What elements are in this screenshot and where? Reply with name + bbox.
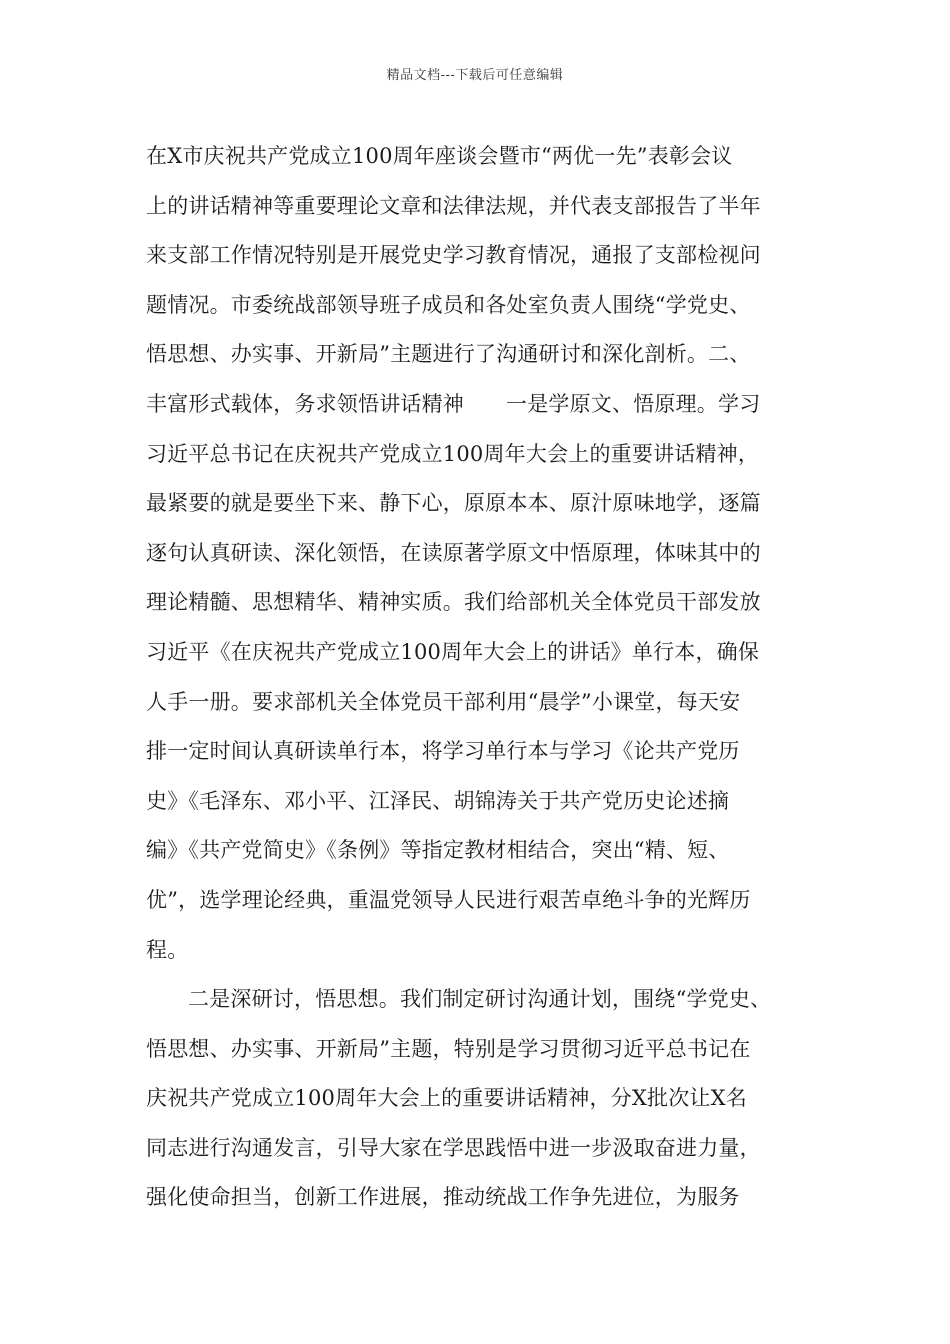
- text-line: 在X市庆祝共产党成立100周年座谈会暨市“两优一先”表彰会议: [146, 144, 733, 168]
- section-heading-line: [146, 380, 818, 430]
- text-line: 理论精髓、思想精华、精神实质。我们给部机关全体党员干部发放: [146, 590, 761, 615]
- text-line: 编》《共产党简史》《条例》等指定教材相结合，突出“精、短、: [146, 838, 730, 863]
- text-line: 习近平总书记在庆祝共产党成立100周年大会上的重要讲话精神，: [146, 441, 760, 466]
- text-line: 程。: [146, 937, 189, 962]
- text-line: 排一定时间认真研读单行本，将学习单行本与学习《论共产党历: [146, 739, 740, 764]
- text-line: 习近平《在庆祝共产党成立100周年大会上的讲话》单行本，确保: [146, 639, 760, 664]
- text-line: 最紧要的就是要坐下来、静下心，原原本本、原汁原味地学，逐篇: [146, 491, 761, 516]
- text-line: 题情况。市委统战部领导班子成员和各处室负责人围绕“学党史、: [146, 292, 751, 317]
- paragraph-first-line: 二是深研讨，悟思想。我们制定研讨沟通计划，围绕“学党史、: [188, 987, 772, 1012]
- section-heading: 丰富形式载体，务求领悟讲话精神: [146, 391, 464, 416]
- section-continuation: 一是学原文、悟原理。学习: [506, 391, 761, 416]
- text-line: 悟思想、办实事、开新局”主题，特别是学习贯彻习近平总书记在: [146, 1036, 751, 1061]
- text-line: 来支部工作情况特别是开展党史学习教育情况，通报了支部检视问: [146, 243, 761, 268]
- text-line: 优”，选学理论经典，重温党领导人民进行艰苦卓绝斗争的光辉历: [146, 887, 751, 912]
- text-line: 上的讲话精神等重要理论文章和法律法规，并代表支部报告了半年: [146, 193, 761, 218]
- text-line: 庆祝共产党成立100周年大会上的重要讲话精神，分X批次让X名: [146, 1086, 747, 1111]
- text-line: 人手一册。要求部机关全体党员干部利用“晨学”小课堂，每天安: [146, 689, 741, 714]
- text-line: 悟思想、办实事、开新局”主题进行了沟通研讨和深化剖析。二、: [146, 342, 751, 367]
- text-line: 强化使命担当，创新工作进展，推动统战工作争先进位，为服务: [146, 1185, 740, 1210]
- text-line: 史》《毛泽东、邓小平、江泽民、胡锦涛关于共产党历史论述摘: [146, 788, 730, 813]
- text-line: 同志进行沟通发言，引导大家在学思践悟中进一步汲取奋进力量，: [146, 1135, 761, 1160]
- page-header: 精品文档---下载后可任意编辑: [386, 68, 564, 83]
- document-body: [146, 132, 818, 1223]
- text-line: 逐句认真研读、深化领悟，在读原著学原文中悟原理，体味其中的: [146, 540, 761, 565]
